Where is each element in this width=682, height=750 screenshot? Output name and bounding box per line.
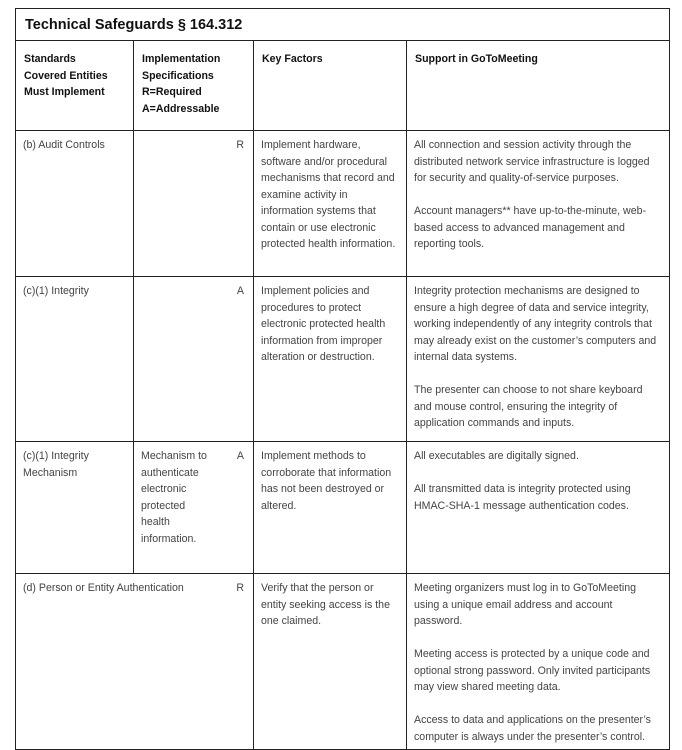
support-paragraph: The presenter can choose to not share keyboard and mouse control, ensuring the integrity of application commands and inputs.: [414, 384, 643, 429]
requirement-cell: A: [224, 442, 254, 574]
table-row: [16, 442, 670, 574]
header-row: [16, 41, 670, 131]
table-title: Technical Safeguards § 164.312: [16, 9, 670, 41]
requirement-cell: R: [224, 131, 254, 277]
support-paragraph: Meeting access is protected by a unique code and optional strong password. Only invited participants may view shared meeting data.: [414, 648, 651, 693]
support-paragraph: Meeting organizers must log in to GoToMeeting using a unique email address and account password.: [414, 582, 636, 627]
key-factors-cell: Implement policies and procedures to protect electronic protected health information from improper alteration or destruction.: [254, 277, 407, 442]
support-cell: [407, 442, 670, 574]
key-factors-cell: Verify that the person or entity seeking access is the one claimed.: [254, 574, 407, 750]
title-row: [16, 9, 670, 41]
key-factors-cell: Implement methods to corroborate that information has not been destroyed or altered.: [254, 442, 407, 574]
standard-cell: (c)(1) Integrity: [16, 277, 134, 442]
standard-cell: (b) Audit Controls: [16, 131, 134, 277]
requirement-cell: R: [224, 574, 254, 750]
key-factors-cell: Implement hardware, software and/or procedural mechanisms that record and examine activity in information systems that contain or use electronic protected health information.: [254, 131, 407, 277]
implementation-cell: [134, 277, 224, 442]
support-paragraph: Integrity protection mechanisms are designed to ensure a high degree of data and service integrity, working independently of any integrity controls that may already exist on the customer’s computers and internal data systems.: [414, 285, 657, 363]
header-key-factors: Key Factors: [254, 41, 407, 131]
implementation-cell: [134, 131, 224, 277]
table-row: [16, 277, 670, 442]
table-row: [16, 131, 670, 277]
support-paragraph: All executables are digitally signed.: [414, 450, 579, 462]
support-paragraph: Account managers** have up-to-the-minute, web-based access to advanced management and reporting tools.: [414, 205, 647, 250]
table-row: [16, 574, 670, 750]
safeguards-table: [15, 8, 670, 750]
support-cell: [407, 277, 670, 442]
support-cell: [407, 131, 670, 277]
safeguards-document: [15, 8, 669, 750]
standard-cell: (d) Person or Entity Authentication: [16, 574, 224, 750]
requirement-cell: A: [224, 277, 254, 442]
support-paragraph: All transmitted data is integrity protected using HMAC-SHA-1 message authentication codes.: [414, 483, 631, 512]
support-cell: [407, 574, 670, 750]
support-paragraph: All connection and session activity through the distributed network service infrastructure is logged for security and quality-of-service purposes.: [414, 139, 650, 184]
header-support: Support in GoToMeeting: [407, 41, 670, 131]
standard-cell: (c)(1) Integrity Mechanism: [16, 442, 134, 574]
header-standards: Standards Covered Entities Must Implement: [16, 41, 134, 131]
support-paragraph: Access to data and applications on the presenter’s computer is always under the presenter’s control.: [414, 714, 651, 743]
header-implementation: Implementation Specifications R=Required A=Addressable: [134, 41, 254, 131]
implementation-cell: Mechanism to authenticate electronic protected health information.: [134, 442, 224, 574]
